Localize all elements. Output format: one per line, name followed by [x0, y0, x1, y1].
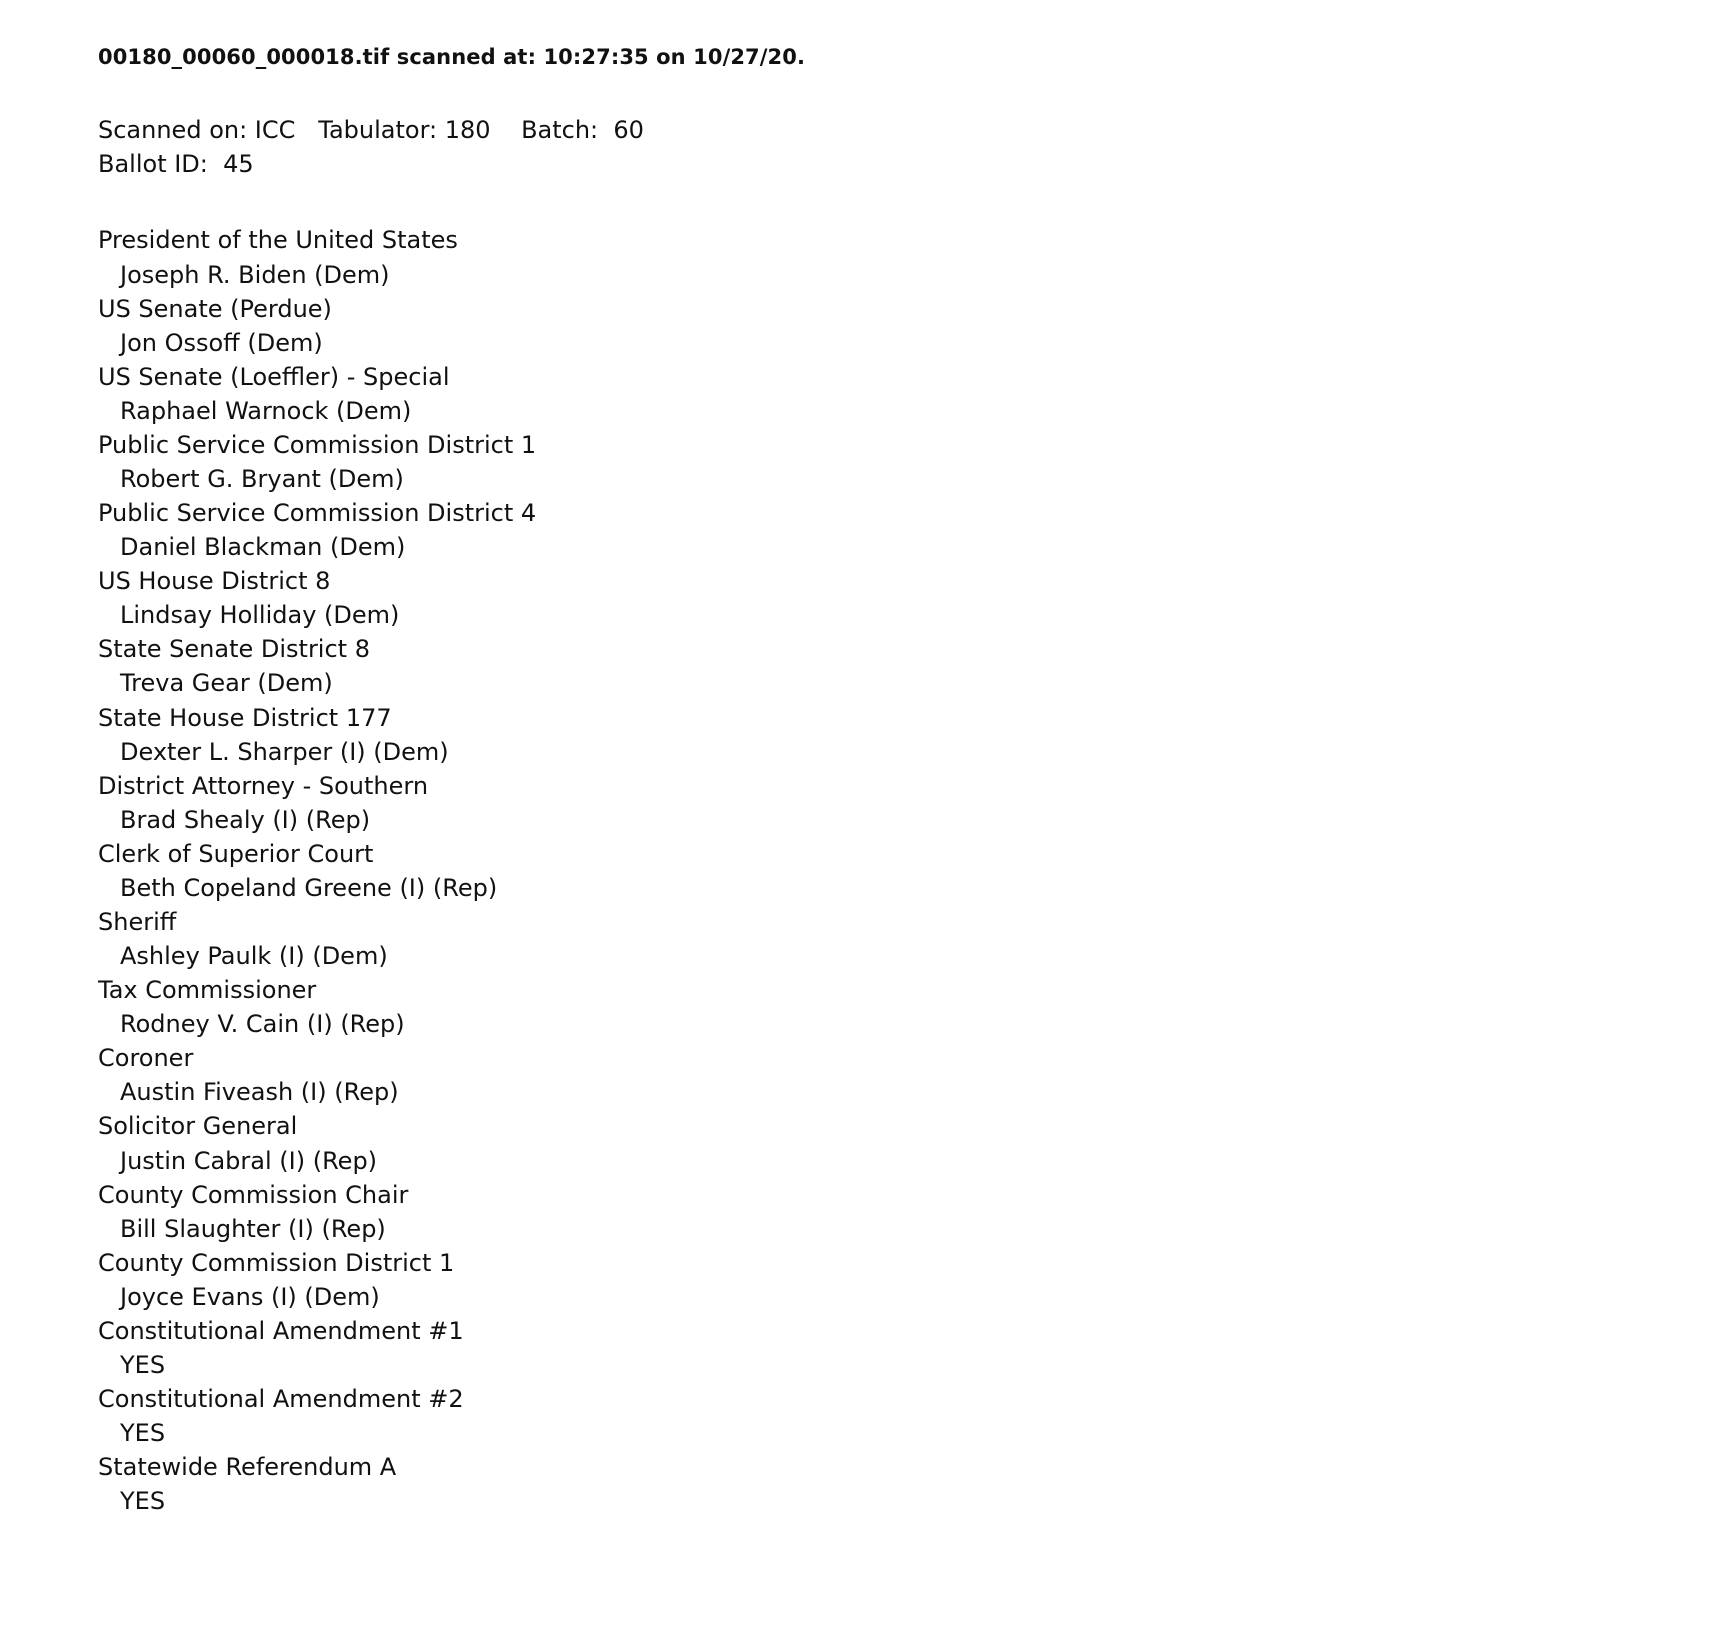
- contest-entry: [98, 1246, 1710, 1314]
- contest-selected-choice: Beth Copeland Greene (I) (Rep): [120, 873, 498, 902]
- contest-entry: [98, 1382, 1710, 1450]
- contest-selected-choice: Austin Fiveash (I) (Rep): [120, 1078, 399, 1107]
- contest-title: State Senate District 8: [98, 635, 370, 664]
- contest-selected-choice: Joseph R. Biden (Dem): [120, 260, 390, 289]
- scan-header-line: 00180_00060_000018.tif scanned at: 10:27:35 on 10/27/20.: [98, 45, 806, 69]
- contest-title: US Senate (Perdue): [98, 294, 332, 323]
- contest-title: Clerk of Superior Court: [98, 839, 374, 868]
- ballot-id-line: Ballot ID: 45: [98, 150, 254, 179]
- contest-entry: [98, 223, 1710, 291]
- ballot-metadata: [98, 113, 1710, 181]
- contest-selected-choice: Robert G. Bryant (Dem): [120, 465, 404, 493]
- contest-title: President of the United States: [98, 226, 458, 255]
- contest-entry: [98, 1041, 1710, 1109]
- contest-selected-choice: Treva Gear (Dem): [120, 669, 333, 698]
- contest-title: State House District 177: [98, 703, 392, 732]
- contest-selected-choice: Daniel Blackman (Dem): [120, 533, 406, 562]
- contest-title: Constitutional Amendment #1: [98, 1316, 464, 1345]
- contest-entry: [98, 1178, 1710, 1246]
- contest-title: District Attorney - Southern: [98, 771, 429, 800]
- contest-entry: [98, 1314, 1710, 1382]
- contest-selected-choice: Bill Slaughter (I) (Rep): [120, 1214, 386, 1243]
- contest-title: Tax Commissioner: [98, 976, 317, 1005]
- contest-entry: [98, 837, 1710, 905]
- contest-selected-choice: YES: [120, 1351, 166, 1380]
- contest-title: Public Service Commission District 4: [98, 499, 537, 528]
- contest-entry: [98, 905, 1710, 973]
- contest-selected-choice: YES: [120, 1419, 166, 1448]
- contest-selected-choice: Lindsay Holliday (Dem): [120, 601, 400, 630]
- contest-entry: [98, 292, 1710, 360]
- contest-title: County Commission District 1: [98, 1248, 455, 1277]
- scan-source-line: Scanned on: ICC Tabulator: 180 Batch: 60: [98, 116, 644, 145]
- contest-entry: [98, 1109, 1710, 1177]
- contest-selected-choice: Brad Shealy (I) (Rep): [120, 805, 371, 834]
- contest-title: Coroner: [98, 1044, 194, 1073]
- contest-selected-choice: Raphael Warnock (Dem): [120, 396, 412, 425]
- contest-title: Solicitor General: [98, 1112, 298, 1141]
- contest-entry: [98, 769, 1710, 837]
- contest-selected-choice: Rodney V. Cain (I) (Rep): [120, 1010, 405, 1039]
- contest-selected-choice: Joyce Evans (I) (Dem): [120, 1282, 380, 1311]
- contest-title: Sheriff: [98, 908, 177, 937]
- contest-selected-choice: Justin Cabral (I) (Rep): [120, 1146, 378, 1175]
- contest-title: US House District 8: [98, 567, 331, 596]
- contest-title: Statewide Referendum A: [98, 1453, 397, 1482]
- contest-entry: [98, 973, 1710, 1041]
- contest-selected-choice: YES: [120, 1487, 166, 1516]
- contest-title: US Senate (Loeffler) - Special: [98, 362, 450, 391]
- contest-list: [98, 223, 1710, 1518]
- contest-entry: [98, 632, 1710, 700]
- contest-title: County Commission Chair: [98, 1180, 409, 1209]
- contest-selected-choice: Dexter L. Sharper (I) (Dem): [120, 737, 449, 766]
- contest-entry: [98, 360, 1710, 428]
- contest-entry: [98, 564, 1710, 632]
- contest-entry: [98, 428, 1710, 496]
- contest-title: Public Service Commission District 1: [98, 430, 537, 459]
- contest-selected-choice: Jon Ossoff (Dem): [120, 328, 323, 357]
- contest-entry: [98, 1450, 1710, 1518]
- contest-selected-choice: Ashley Paulk (I) (Dem): [120, 942, 388, 971]
- contest-title: Constitutional Amendment #2: [98, 1385, 464, 1414]
- contest-entry: [98, 701, 1710, 769]
- contest-entry: [98, 496, 1710, 564]
